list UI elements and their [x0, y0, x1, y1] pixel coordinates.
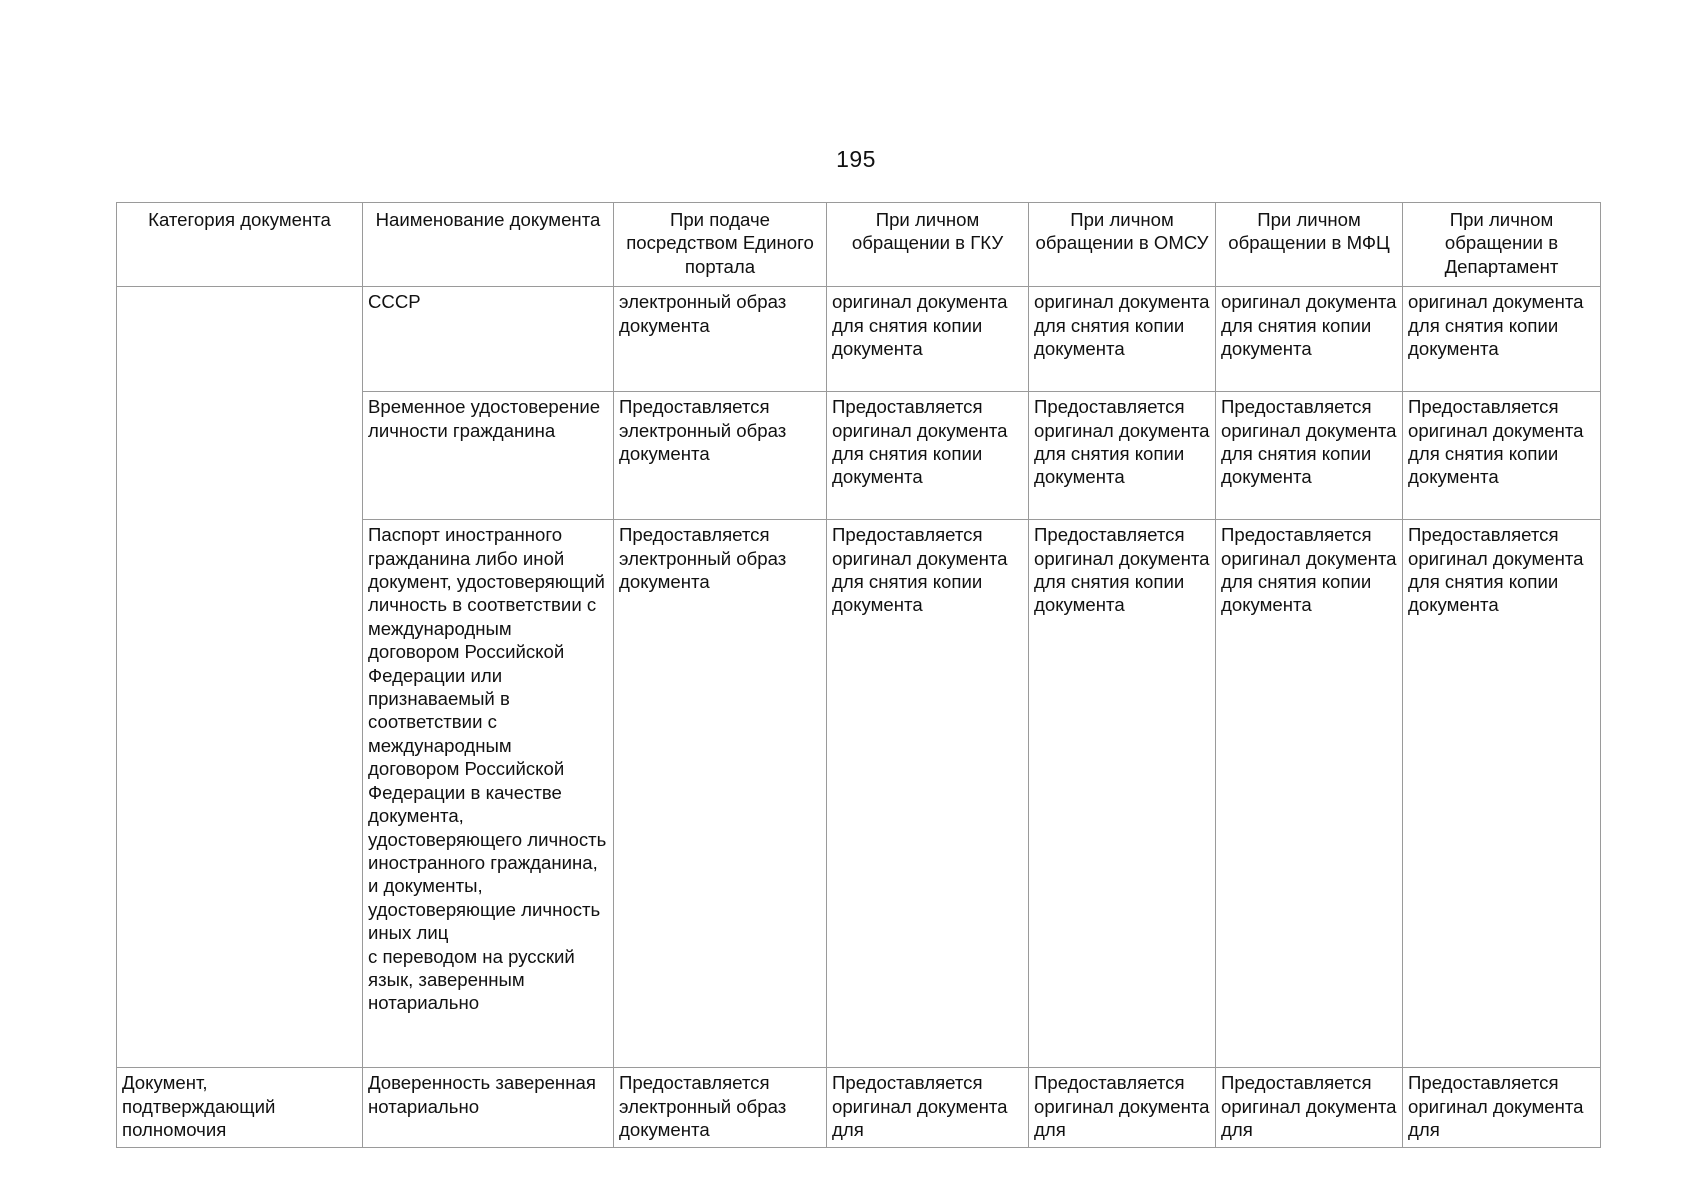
header-department: При личном обращении в Департамент — [1403, 203, 1601, 287]
department-cell: Предоставляется оригинал документа для — [1403, 1068, 1601, 1148]
gku-cell: Предоставляется оригинал документа для снятия копии документа — [827, 392, 1029, 520]
category-cell: Документ, подтверждающий полномочия — [117, 1068, 363, 1148]
gku-cell: оригинал документа для снятия копии документа — [827, 287, 1029, 392]
department-cell: Предоставляется оригинал документа для снятия копии документа — [1403, 392, 1601, 520]
document-name-cell: Временное удостоверение личности гражданина — [363, 392, 614, 520]
header-document-category: Категория документа — [117, 203, 363, 287]
table-row — [117, 287, 1601, 392]
portal-cell: Предоставляется электронный образ документа — [614, 1068, 827, 1148]
omsu-cell: оригинал документа для снятия копии документа — [1029, 287, 1216, 392]
mfc-cell: Предоставляется оригинал документа для — [1216, 1068, 1403, 1148]
page-number: 195 — [836, 146, 876, 172]
header-mfc: При личном обращении в МФЦ — [1216, 203, 1403, 287]
department-cell: оригинал документа для снятия копии документа — [1403, 287, 1601, 392]
portal-cell: Предоставляется электронный образ документа — [614, 392, 827, 520]
documents-table — [116, 202, 1601, 1148]
document-name-cell: Доверенность заверенная нотариально — [363, 1068, 614, 1148]
header-omsu: При личном обращении в ОМСУ — [1029, 203, 1216, 287]
omsu-cell: Предоставляется оригинал документа для снятия копии документа — [1029, 392, 1216, 520]
mfc-cell: Предоставляется оригинал документа для снятия копии документа — [1216, 392, 1403, 520]
omsu-cell: Предоставляется оригинал документа для снятия копии документа — [1029, 520, 1216, 1068]
gku-cell: Предоставляется оригинал документа для снятия копии документа — [827, 520, 1029, 1068]
header-document-name: Наименование документа — [363, 203, 614, 287]
omsu-cell: Предоставляется оригинал документа для — [1029, 1068, 1216, 1148]
mfc-cell: оригинал документа для снятия копии документа — [1216, 287, 1403, 392]
document-name-cell: СССР — [363, 287, 614, 392]
mfc-cell: Предоставляется оригинал документа для снятия копии документа — [1216, 520, 1403, 1068]
category-cell — [117, 287, 363, 1068]
portal-cell: Предоставляется электронный образ документа — [614, 520, 827, 1068]
table-row — [117, 1068, 1601, 1148]
department-cell: Предоставляется оригинал документа для снятия копии документа — [1403, 520, 1601, 1068]
header-gku: При личном обращении в ГКУ — [827, 203, 1029, 287]
table-header-row — [117, 203, 1601, 287]
gku-cell: Предоставляется оригинал документа для — [827, 1068, 1029, 1148]
header-via-portal: При подаче посредством Единого портала — [614, 203, 827, 287]
portal-cell: электронный образ документа — [614, 287, 827, 392]
document-name-cell: Паспорт иностранного гражданина либо иной документ, удостоверяющий личность в соответствии с международным договором Российской Федерации или признаваемый в соответствии с международным договором Российской Федерации в качестве документа, удостоверяющего личность иностранного гражданина, и документы, удостоверяющие личность иных лиц с переводом на русский язык, заверенным нотариально — [363, 520, 614, 1068]
